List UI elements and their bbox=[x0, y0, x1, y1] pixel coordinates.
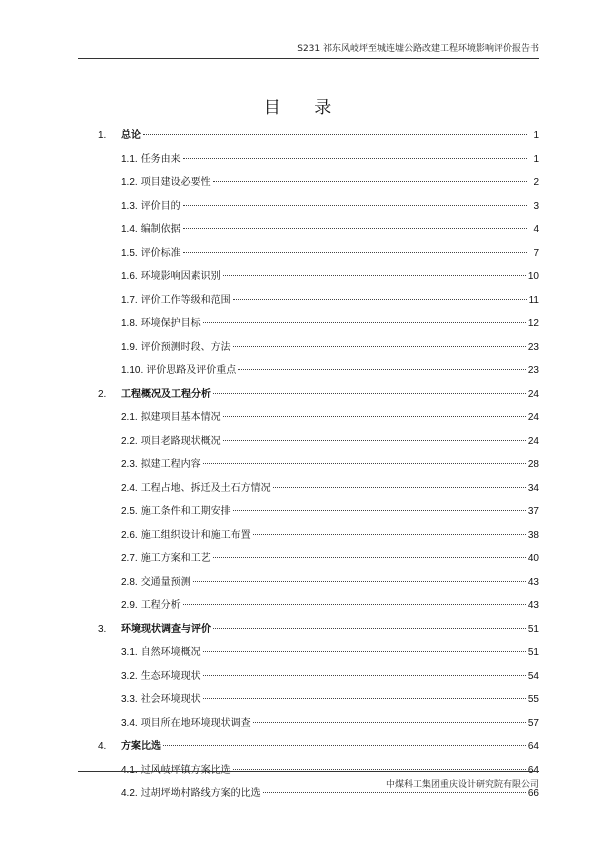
toc-page-number: 4 bbox=[533, 224, 539, 235]
toc-entry-number: 1.7. bbox=[121, 294, 138, 306]
toc-section-entry[interactable] bbox=[0, 548, 595, 572]
toc-section-entry[interactable] bbox=[0, 337, 595, 361]
toc-entry-label: 拟建工程内容 bbox=[140, 459, 201, 470]
toc-entry-label: 施工组织设计和施工布置 bbox=[140, 529, 251, 541]
toc-dot-leader bbox=[203, 322, 526, 323]
toc-page-number: 64 bbox=[527, 741, 539, 752]
toc-entry-label: 拟建项目基本情况 bbox=[140, 412, 221, 423]
toc-entry-number: 3. bbox=[98, 623, 107, 635]
toc-entry-label: 总论 bbox=[121, 130, 141, 141]
toc-section-entry[interactable] bbox=[0, 689, 595, 713]
toc-section-entry[interactable] bbox=[0, 572, 595, 596]
toc-entry-line bbox=[121, 316, 539, 332]
toc-entry-label: 生态环境现状 bbox=[140, 670, 201, 682]
toc-section-entry[interactable] bbox=[0, 313, 595, 337]
toc-dot-leader bbox=[183, 228, 527, 229]
toc-entry-number: 2.4. bbox=[121, 482, 138, 494]
toc-entry-label: 环境影响因素识别 bbox=[140, 271, 221, 282]
toc-dot-leader bbox=[213, 628, 526, 629]
toc-entry-number: 1.5. bbox=[121, 247, 138, 259]
toc-page-number: 38 bbox=[527, 529, 539, 541]
toc-section-entry[interactable] bbox=[0, 525, 595, 549]
toc-page-number: 24 bbox=[527, 435, 539, 447]
toc-title: 目 录 bbox=[263, 98, 346, 118]
toc-entry-line bbox=[121, 175, 539, 191]
toc-section-entry[interactable] bbox=[0, 666, 595, 690]
toc-entry-number: 2.6. bbox=[121, 529, 138, 541]
toc-entry-line bbox=[121, 457, 539, 473]
toc-entry-number: 1.10. bbox=[121, 365, 144, 376]
toc-page-number: 10 bbox=[527, 271, 539, 282]
toc-dot-leader bbox=[203, 675, 526, 676]
toc-entry-line bbox=[121, 716, 539, 732]
toc-chapter-entry[interactable] bbox=[0, 125, 595, 149]
toc-entry-line bbox=[121, 504, 539, 520]
toc-entry-label: 环境保护目标 bbox=[140, 318, 201, 329]
toc-page-number: 37 bbox=[527, 506, 539, 517]
toc-page-number: 2 bbox=[533, 177, 539, 188]
toc-entry-line bbox=[121, 598, 539, 614]
toc-section-entry[interactable] bbox=[0, 196, 595, 220]
toc-page-number: 23 bbox=[527, 341, 539, 353]
toc-page-number: 24 bbox=[527, 388, 539, 400]
toc-entry-number: 3.1. bbox=[121, 647, 138, 658]
toc-entry-number: 1.6. bbox=[121, 271, 138, 282]
toc-dot-leader bbox=[203, 463, 526, 464]
toc-entry-number: 2.7. bbox=[121, 553, 138, 564]
toc-section-entry[interactable] bbox=[0, 360, 595, 384]
toc-page-number: 51 bbox=[527, 647, 539, 658]
header-divider bbox=[78, 58, 539, 59]
toc-section-entry[interactable] bbox=[0, 431, 595, 455]
toc-entry-line bbox=[121, 152, 539, 168]
toc-section-entry[interactable] bbox=[0, 243, 595, 267]
toc-dot-leader bbox=[223, 440, 526, 441]
toc-entry-line bbox=[98, 739, 539, 755]
toc-page-number: 12 bbox=[527, 318, 539, 329]
toc-entry-label: 过风岐坪镇方案比选 bbox=[140, 764, 231, 776]
toc-dot-leader bbox=[223, 275, 526, 276]
toc-entry-label: 过胡坪坳村路线方案的比选 bbox=[140, 788, 261, 799]
toc-dot-leader bbox=[233, 510, 526, 511]
toc-page-number: 23 bbox=[527, 365, 539, 376]
toc-entry-line bbox=[121, 434, 539, 450]
toc-entry-number: 1.9. bbox=[121, 341, 138, 353]
toc-entry-label: 评价思路及评价重点 bbox=[146, 365, 237, 376]
toc-page-number: 43 bbox=[527, 576, 539, 588]
toc-section-entry[interactable] bbox=[0, 478, 595, 502]
toc-entry-label: 施工方案和工艺 bbox=[140, 553, 211, 564]
toc-entry-label: 交通量预测 bbox=[140, 576, 191, 588]
footer-divider bbox=[78, 771, 539, 772]
toc-page-number: 55 bbox=[527, 694, 539, 705]
toc-entry-number: 1.3. bbox=[121, 200, 138, 212]
toc-entry-line bbox=[121, 669, 539, 685]
toc-entry-line bbox=[121, 481, 539, 497]
toc-entry-number: 1.1. bbox=[121, 153, 138, 165]
toc-entry-line bbox=[121, 410, 539, 426]
toc-entry-line bbox=[121, 293, 539, 309]
toc-entry-number: 2.5. bbox=[121, 506, 138, 517]
toc-dot-leader bbox=[183, 158, 527, 159]
toc-entry-line bbox=[98, 622, 539, 638]
toc-entry-label: 工程分析 bbox=[140, 600, 181, 611]
toc-entry-number: 3.4. bbox=[121, 717, 138, 729]
toc-page-number: 40 bbox=[527, 553, 539, 564]
page-footer: 中煤科工集团重庆设计研究院有限公司 bbox=[385, 780, 539, 790]
toc-entry-label: 评价工作等级和范围 bbox=[140, 294, 231, 306]
toc-dot-leader bbox=[193, 581, 526, 582]
page-header: S231 祁东风岐坪至城连墟公路改建工程环境影响评价报告书 bbox=[297, 44, 539, 54]
toc-entry-line bbox=[121, 246, 539, 262]
toc-page-number: 43 bbox=[527, 600, 539, 611]
toc-entry-number: 2.2. bbox=[121, 435, 138, 447]
toc-dot-leader bbox=[183, 252, 527, 253]
toc-page-number: 66 bbox=[527, 788, 539, 799]
toc-entry-number: 1.2. bbox=[121, 177, 138, 188]
toc-chapter-entry[interactable] bbox=[0, 619, 595, 643]
toc-chapter-entry[interactable] bbox=[0, 736, 595, 760]
toc-page-number: 57 bbox=[527, 717, 539, 729]
toc-entry-line bbox=[121, 575, 539, 591]
toc-entry-number: 2.3. bbox=[121, 459, 138, 470]
toc-section-entry[interactable] bbox=[0, 266, 595, 290]
toc-section-entry[interactable] bbox=[0, 149, 595, 173]
toc-page-number: 51 bbox=[527, 623, 539, 635]
toc-entry-number: 2. bbox=[98, 388, 107, 400]
toc-entry-number: 1.4. bbox=[121, 224, 138, 235]
toc-entry-label: 评价标准 bbox=[140, 247, 181, 259]
toc-entry-number: 4. bbox=[98, 741, 107, 752]
toc-entry-line bbox=[121, 551, 539, 567]
toc-entry-label: 项目老路现状概况 bbox=[140, 435, 221, 447]
toc-dot-leader bbox=[213, 393, 526, 394]
toc-dot-leader bbox=[183, 205, 527, 206]
toc-entry-label: 工程占地、拆迁及土石方情况 bbox=[140, 482, 271, 494]
toc-dot-leader bbox=[213, 557, 526, 558]
toc-page-number: 7 bbox=[533, 247, 539, 259]
toc-entry-number: 1.8. bbox=[121, 318, 138, 329]
toc-page-number: 1 bbox=[533, 153, 539, 165]
toc-page-number: 54 bbox=[527, 670, 539, 682]
toc-dot-leader bbox=[203, 651, 526, 652]
toc-section-entry[interactable] bbox=[0, 501, 595, 525]
toc-page-number: 34 bbox=[527, 482, 539, 494]
toc-dot-leader bbox=[233, 769, 526, 770]
toc-entry-line bbox=[121, 692, 539, 708]
toc-entry-label: 任务由来 bbox=[140, 153, 181, 165]
toc-page-number: 1 bbox=[533, 130, 539, 141]
toc-dot-leader bbox=[143, 134, 527, 135]
toc-dot-leader bbox=[213, 181, 527, 182]
toc-entry-label: 方案比选 bbox=[121, 741, 161, 752]
toc-entry-label: 自然环境概况 bbox=[140, 647, 201, 658]
toc-entry-number: 2.1. bbox=[121, 412, 138, 423]
toc-dot-leader bbox=[253, 722, 526, 723]
toc-page-number: 3 bbox=[533, 200, 539, 212]
toc-dot-leader bbox=[233, 346, 526, 347]
toc-entry-line bbox=[121, 199, 539, 215]
toc-section-entry[interactable] bbox=[0, 713, 595, 737]
toc-entry-line bbox=[98, 387, 539, 403]
toc-section-entry[interactable] bbox=[0, 219, 595, 243]
toc-entry-label: 工程概况及工程分析 bbox=[121, 388, 211, 400]
toc-section-entry[interactable] bbox=[0, 642, 595, 666]
toc-entry-line bbox=[121, 269, 539, 285]
toc-dot-leader bbox=[203, 698, 526, 699]
toc-entry-number: 4.1. bbox=[121, 764, 138, 776]
table-of-contents bbox=[0, 125, 595, 807]
toc-entry-line bbox=[121, 340, 539, 356]
toc-dot-leader bbox=[253, 534, 526, 535]
toc-entry-line bbox=[121, 645, 539, 661]
toc-entry-label: 项目所在地环境现状调查 bbox=[140, 717, 251, 729]
toc-section-entry[interactable] bbox=[0, 454, 595, 478]
toc-section-entry[interactable] bbox=[0, 407, 595, 431]
toc-entry-label: 评价目的 bbox=[140, 200, 181, 212]
toc-dot-leader bbox=[163, 745, 526, 746]
toc-entry-label: 社会环境现状 bbox=[140, 694, 201, 705]
toc-entry-label: 施工条件和工期安排 bbox=[140, 506, 231, 517]
toc-dot-leader bbox=[273, 487, 526, 488]
toc-entry-number: 2.9. bbox=[121, 600, 138, 611]
toc-dot-leader bbox=[223, 416, 526, 417]
toc-chapter-entry[interactable] bbox=[0, 384, 595, 408]
toc-entry-number: 3.2. bbox=[121, 670, 138, 682]
toc-section-entry[interactable] bbox=[0, 172, 595, 196]
toc-entry-line bbox=[121, 222, 539, 238]
toc-dot-leader bbox=[238, 369, 526, 370]
toc-dot-leader bbox=[183, 604, 526, 605]
toc-entry-label: 环境现状调查与评价 bbox=[121, 623, 211, 635]
toc-section-entry[interactable] bbox=[0, 290, 595, 314]
toc-entry-number: 4.2. bbox=[121, 788, 138, 799]
toc-entry-label: 编制依据 bbox=[140, 224, 181, 235]
toc-entry-number: 1. bbox=[98, 130, 107, 141]
toc-dot-leader bbox=[233, 299, 527, 300]
toc-dot-leader bbox=[263, 792, 526, 793]
toc-page-number: 64 bbox=[527, 764, 539, 776]
toc-section-entry[interactable] bbox=[0, 595, 595, 619]
toc-page-number: 24 bbox=[527, 412, 539, 423]
toc-entry-line bbox=[98, 128, 539, 144]
toc-entry-number: 3.3. bbox=[121, 694, 138, 705]
toc-page-number: 11 bbox=[528, 294, 539, 306]
toc-entry-label: 评价预测时段、方法 bbox=[140, 341, 231, 353]
toc-entry-number: 2.8. bbox=[121, 576, 138, 588]
toc-entry-line bbox=[121, 363, 539, 379]
toc-entry-label: 项目建设必要性 bbox=[140, 177, 211, 188]
toc-page-number: 28 bbox=[527, 459, 539, 470]
toc-entry-line bbox=[121, 528, 539, 544]
